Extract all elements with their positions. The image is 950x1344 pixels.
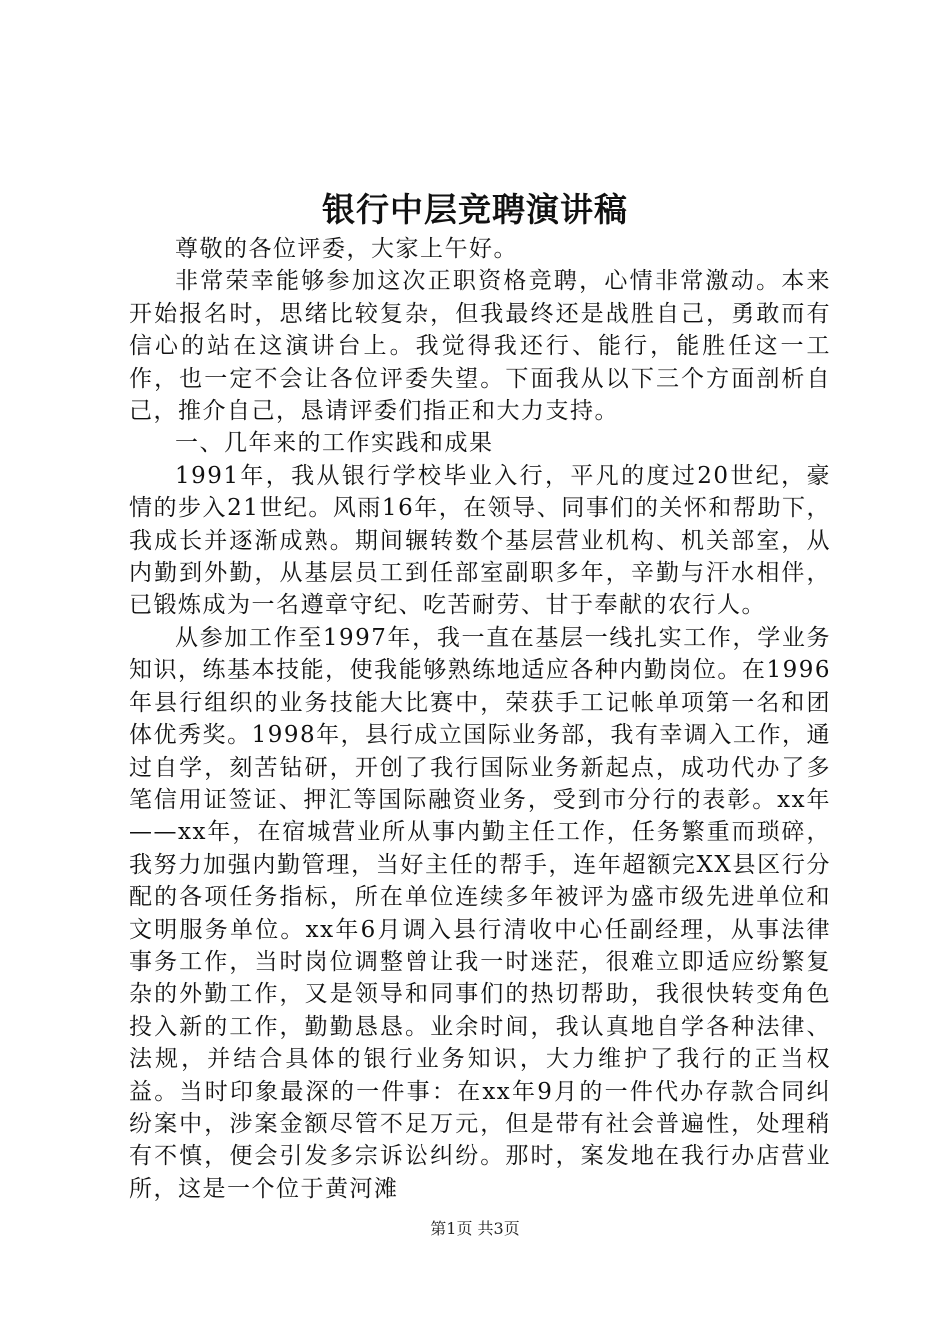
paragraph-career: 1991年，我从银行学校毕业入行，平凡的度过20世纪，豪情的步入21世纪。风雨16年，在领导、同事们的关怀和帮助下，我成长并逐渐成熟。期间辗转数个基层营业机构、机关部室，从内勤到外勤，从基层员工到任部室副职多年，辛勤与汗水相伴，已锻炼成为一名遵章守纪、吃苦耐劳、甘于奉献的农行人。 [129,462,831,619]
paragraph-intro: 非常荣幸能够参加这次正职资格竞聘，心情非常激动。本来开始报名时，思绪比较复杂，但我最终还是战胜自己，勇敢而有信心的站在这演讲台上。我觉得我还行、能行，能胜任这一工作，也一定不会让各位评委失望。下面我从以下三个方面剖析自己，推介自己，恳请评委们指正和大力支持。 [129,268,831,425]
paragraph-greeting: 尊敬的各位评委，大家上午好。 [175,236,518,262]
page-number-footer: 第1页 共3页 [430,1219,520,1238]
document-body [129,233,831,1205]
section-heading: 一、几年来的工作实践和成果 [175,430,494,457]
paragraph-experience: 从参加工作至1997年，我一直在基层一线扎实工作，学业务知识，练基本技能，使我能够熟练地适应各种内勤岗位。在1996年县行组织的业务技能大比赛中，荣获手工记帐单项第一名和团体优秀奖。1998年，县行成立国际业务部，我有幸调入工作，通过自学，刻苦钻研，开创了我行国际业务新起点，成功代办了多笔信用证签证、押汇等国际融资业务，受到市分行的表彰。xx年——xx年，在宿城营业所从事内勤主任工作，任务繁重而琐碎，我努力加强内勤管理，当好主任的帮手，连年超额完XX县区行分配的各项任务指标，所在单位连续多年被评为盛市级先进单位和文明服务单位。xx年6月调入县行清收中心任副经理，从事法律事务工作，当时岗位调整曾让我一时迷茫，很难立即适应纷繁复杂的外勤工作，又是领导和同事们的热切帮助，我很快转变角色投入新的工作，勤勤恳恳。业余时间，我认真地自学各种法律、法规，并结合具体的银行业务知识，大力维护了我行的正当权益。当时印象最深的一件事：在xx年9月的一件代办存款合同纠纷案中，涉案金额尽管不足万元，但是带有社会普遍性，处理稍有不慎，便会引发多宗诉讼纠纷。那时，案发地在我行办店营业所，这是一个位于黄河滩 [129,624,831,1202]
document-title: 银行中层竞聘演讲稿 [322,190,628,229]
